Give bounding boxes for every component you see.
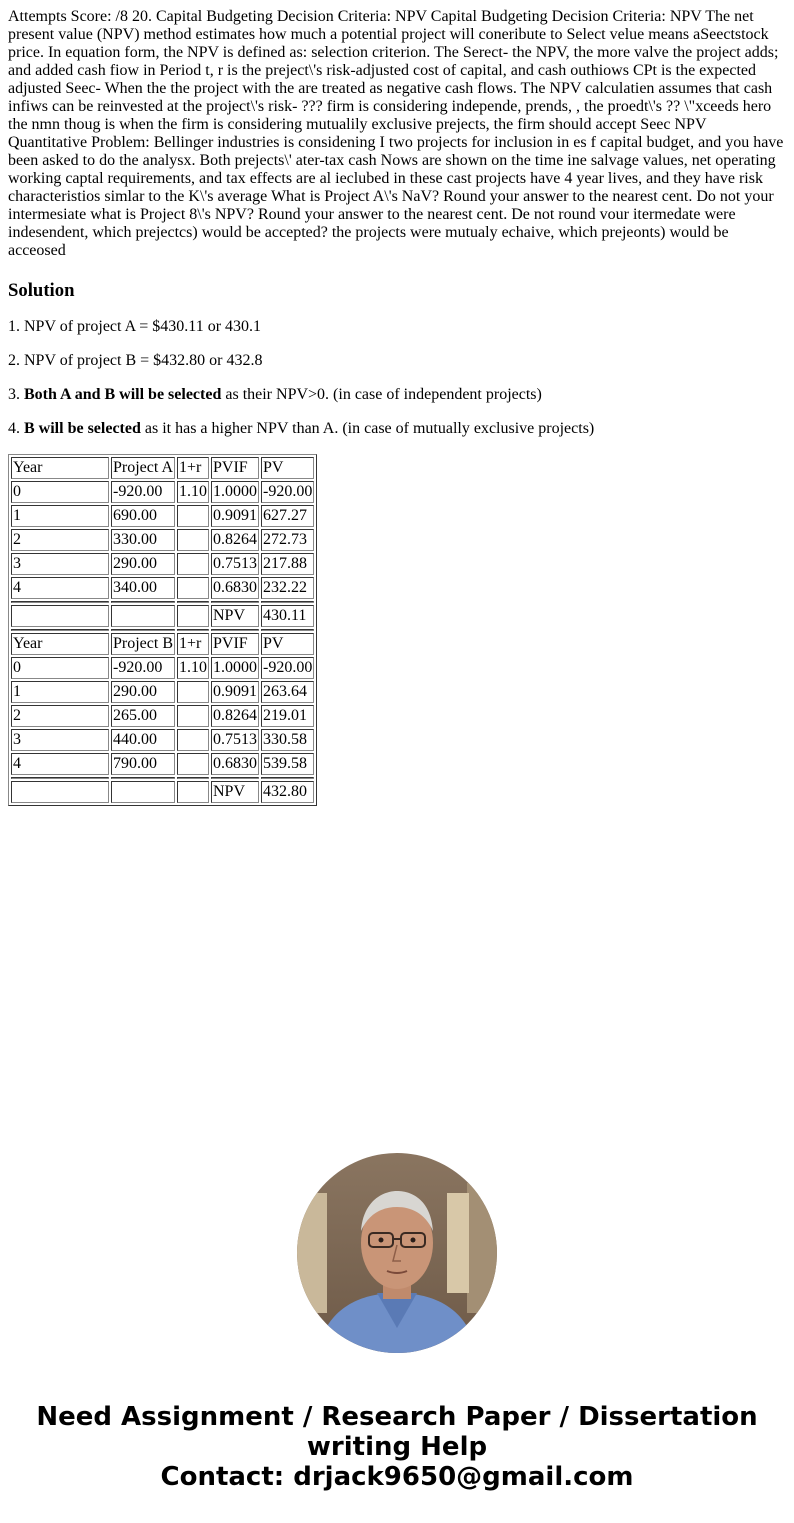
table-row xyxy=(11,729,314,751)
table-cell: 2 xyxy=(11,529,109,551)
table-separator-cell xyxy=(177,601,209,603)
table-cell: 1.10 xyxy=(177,657,209,679)
table-cell: 1+r xyxy=(177,457,209,479)
table-cell: 330.00 xyxy=(111,529,175,551)
table-separator-cell xyxy=(261,777,314,779)
footer-line-2: writing Help xyxy=(306,1432,488,1462)
table-cell: PV xyxy=(261,457,314,479)
table-separator xyxy=(11,777,314,779)
answer-2: 2. NPV of project B = $432.80 or 432.8 xyxy=(8,352,263,369)
table-row xyxy=(11,529,314,551)
table-cell: 627.27 xyxy=(261,505,314,527)
table-row xyxy=(11,577,314,599)
table-cell xyxy=(177,753,209,775)
table-cell: -920.00 xyxy=(261,481,314,503)
table-row xyxy=(11,705,314,727)
table-cell: 3 xyxy=(11,729,109,751)
table-row xyxy=(11,481,314,503)
table-cell: 432.80 xyxy=(261,781,314,803)
author-photo-image xyxy=(297,1153,497,1353)
table-separator-cell xyxy=(211,777,259,779)
table-npv-row xyxy=(11,781,314,803)
table-cell xyxy=(177,681,209,703)
table-separator-cell xyxy=(211,601,259,603)
table-separator-cell xyxy=(111,601,175,603)
table-cell: 265.00 xyxy=(111,705,175,727)
answer-3 xyxy=(8,386,786,404)
table-cell: 430.11 xyxy=(261,605,314,627)
table-cell: 290.00 xyxy=(111,681,175,703)
table-cell: 1 xyxy=(11,505,109,527)
table-cell: 1+r xyxy=(177,633,209,655)
table-cell: -920.00 xyxy=(111,481,175,503)
table-cell xyxy=(177,505,209,527)
table-cell: -920.00 xyxy=(111,657,175,679)
table-cell: NPV xyxy=(211,605,259,627)
table-separator-cell xyxy=(11,777,109,779)
table-row xyxy=(11,657,314,679)
table-cell xyxy=(177,705,209,727)
table-cell: 4 xyxy=(11,753,109,775)
table-cell: 0.6830 xyxy=(211,753,259,775)
table-cell: 219.01 xyxy=(261,705,314,727)
footer-banner xyxy=(0,1402,794,1492)
table-cell: 690.00 xyxy=(111,505,175,527)
table-cell: 0.8264 xyxy=(211,529,259,551)
page-content xyxy=(8,8,786,806)
table-separator-cell xyxy=(261,601,314,603)
table-cell: 340.00 xyxy=(111,577,175,599)
table-separator-cell xyxy=(111,629,175,631)
answer-4 xyxy=(8,420,786,438)
table-cell: 0 xyxy=(11,481,109,503)
table-cell: 790.00 xyxy=(111,753,175,775)
table-separator xyxy=(11,601,314,603)
table-cell xyxy=(177,577,209,599)
table-separator-cell xyxy=(177,629,209,631)
solution-heading: Solution xyxy=(8,280,75,301)
table-cell xyxy=(177,729,209,751)
table-cell: Year xyxy=(11,633,109,655)
table-header-row xyxy=(11,457,314,479)
table-cell: Project B xyxy=(111,633,175,655)
table-separator-cell xyxy=(11,601,109,603)
table-cell: 0.6830 xyxy=(211,577,259,599)
table-cell: 272.73 xyxy=(261,529,314,551)
question-text: Attempts Score: /8 20. Capital Budgeting Decision Criteria: NPV Capital Budgeting Decision Criteria: NPV The net present value (NPV) method estimates how much a potential project will coneribute to Select velue means aSeectstock price. In equation form, the NPV is defined as: selection criterion. The Serect- the NPV, the more valve the project adds; and added cash fiow in Period t, r is the preject\'s risk-adjusted cost of capital, and cash outhiows CPt is the expected adjusted Seec- When the the project with the are treated as negative cash flows. The NPV calculatien assumes that cash infiws can be reinvested at the project\'s risk- ??? firm is considering independe, prends, , the proedt\'s ?? \"xceeds hero the nmn thoug is when the firm is considering mutualily exclusive prejects, the firm should accept Seec NPV Quantitative Problem: Bellinger industries is considening I two projects for inclusion in es f capital budget, and you have been asked to do the analysx. Both prejects\' ater-tax cash Nows are shown on the time ine salvage values, net operating working captal requirements, and tax effects are al ieclubed in these cast projects have 4 year lives, and they have risk characteristios simlar to the K\'s average What is Project A\'s NaV? Round your answer to the nearest cent. Do not your intermesiate what is Project 8\'s NPV? Round your answer to the nearest cent. De not round vour itermedate were indesendent, which prejectcs) would be accepted? the projects were mutualy echaive, which prejeonts) would be acceosed xyxy=(8,8,784,259)
table-row xyxy=(11,753,314,775)
table-separator-cell xyxy=(211,629,259,631)
answer-3-bold: Both A and B will be selected xyxy=(24,386,222,403)
answer-4-prefix: 4. xyxy=(8,420,24,437)
table-row xyxy=(11,505,314,527)
answer-4-bold: B will be selected xyxy=(24,420,141,437)
table-cell: -920.00 xyxy=(261,657,314,679)
answer-3-rest: as their NPV>0. (in case of independent projects) xyxy=(221,386,542,403)
table-cell: NPV xyxy=(211,781,259,803)
table-separator xyxy=(11,629,314,631)
table-cell: 263.64 xyxy=(261,681,314,703)
answer-3-prefix: 3. xyxy=(8,386,24,403)
table-cell: PV xyxy=(261,633,314,655)
answer-1: 1. NPV of project A = $430.11 or 430.1 xyxy=(8,318,262,335)
table-cell: 0.9091 xyxy=(211,681,259,703)
table-cell: Project A xyxy=(111,457,175,479)
table-cell: PVIF xyxy=(211,457,259,479)
table-cell: 1.10 xyxy=(177,481,209,503)
table-cell xyxy=(177,529,209,551)
table-cell: 0.8264 xyxy=(211,705,259,727)
table-cell xyxy=(11,605,109,627)
table-cell: Year xyxy=(11,457,109,479)
table-cell: 290.00 xyxy=(111,553,175,575)
table-cell xyxy=(111,605,175,627)
table-cell: 0.7513 xyxy=(211,553,259,575)
table-cell: 3 xyxy=(11,553,109,575)
footer-contact: Contact: drjack9650@gmail.com xyxy=(160,1462,634,1492)
table-separator-cell xyxy=(261,629,314,631)
table-cell: 440.00 xyxy=(111,729,175,751)
table-cell: 1.0000 xyxy=(211,657,259,679)
table-row xyxy=(11,553,314,575)
table-cell: 539.58 xyxy=(261,753,314,775)
table-cell: 1 xyxy=(11,681,109,703)
table-cell: 330.58 xyxy=(261,729,314,751)
table-header-row xyxy=(11,633,314,655)
table-cell: 2 xyxy=(11,705,109,727)
table-row xyxy=(11,681,314,703)
table-cell xyxy=(11,781,109,803)
table-cell: 0 xyxy=(11,657,109,679)
table-separator-cell xyxy=(11,629,109,631)
answers-list xyxy=(8,318,786,438)
author-photo xyxy=(297,1153,497,1353)
table-cell: 232.22 xyxy=(261,577,314,599)
table-cell: 1.0000 xyxy=(211,481,259,503)
table-cell: 0.9091 xyxy=(211,505,259,527)
answer-4-rest: as it has a higher NPV than A. (in case of mutually exclusive projects) xyxy=(140,420,595,437)
table-cell xyxy=(177,553,209,575)
table-cell xyxy=(177,781,209,803)
table-cell: 0.7513 xyxy=(211,729,259,751)
table-cell: PVIF xyxy=(211,633,259,655)
table-npv-row xyxy=(11,605,314,627)
table-cell: 4 xyxy=(11,577,109,599)
table-separator-cell xyxy=(111,777,175,779)
npv-table xyxy=(8,454,317,806)
table-separator-cell xyxy=(177,777,209,779)
table-cell xyxy=(177,605,209,627)
table-cell xyxy=(111,781,175,803)
footer-line-1: Need Assignment / Research Paper / Dissertation xyxy=(36,1402,758,1432)
table-cell: 217.88 xyxy=(261,553,314,575)
